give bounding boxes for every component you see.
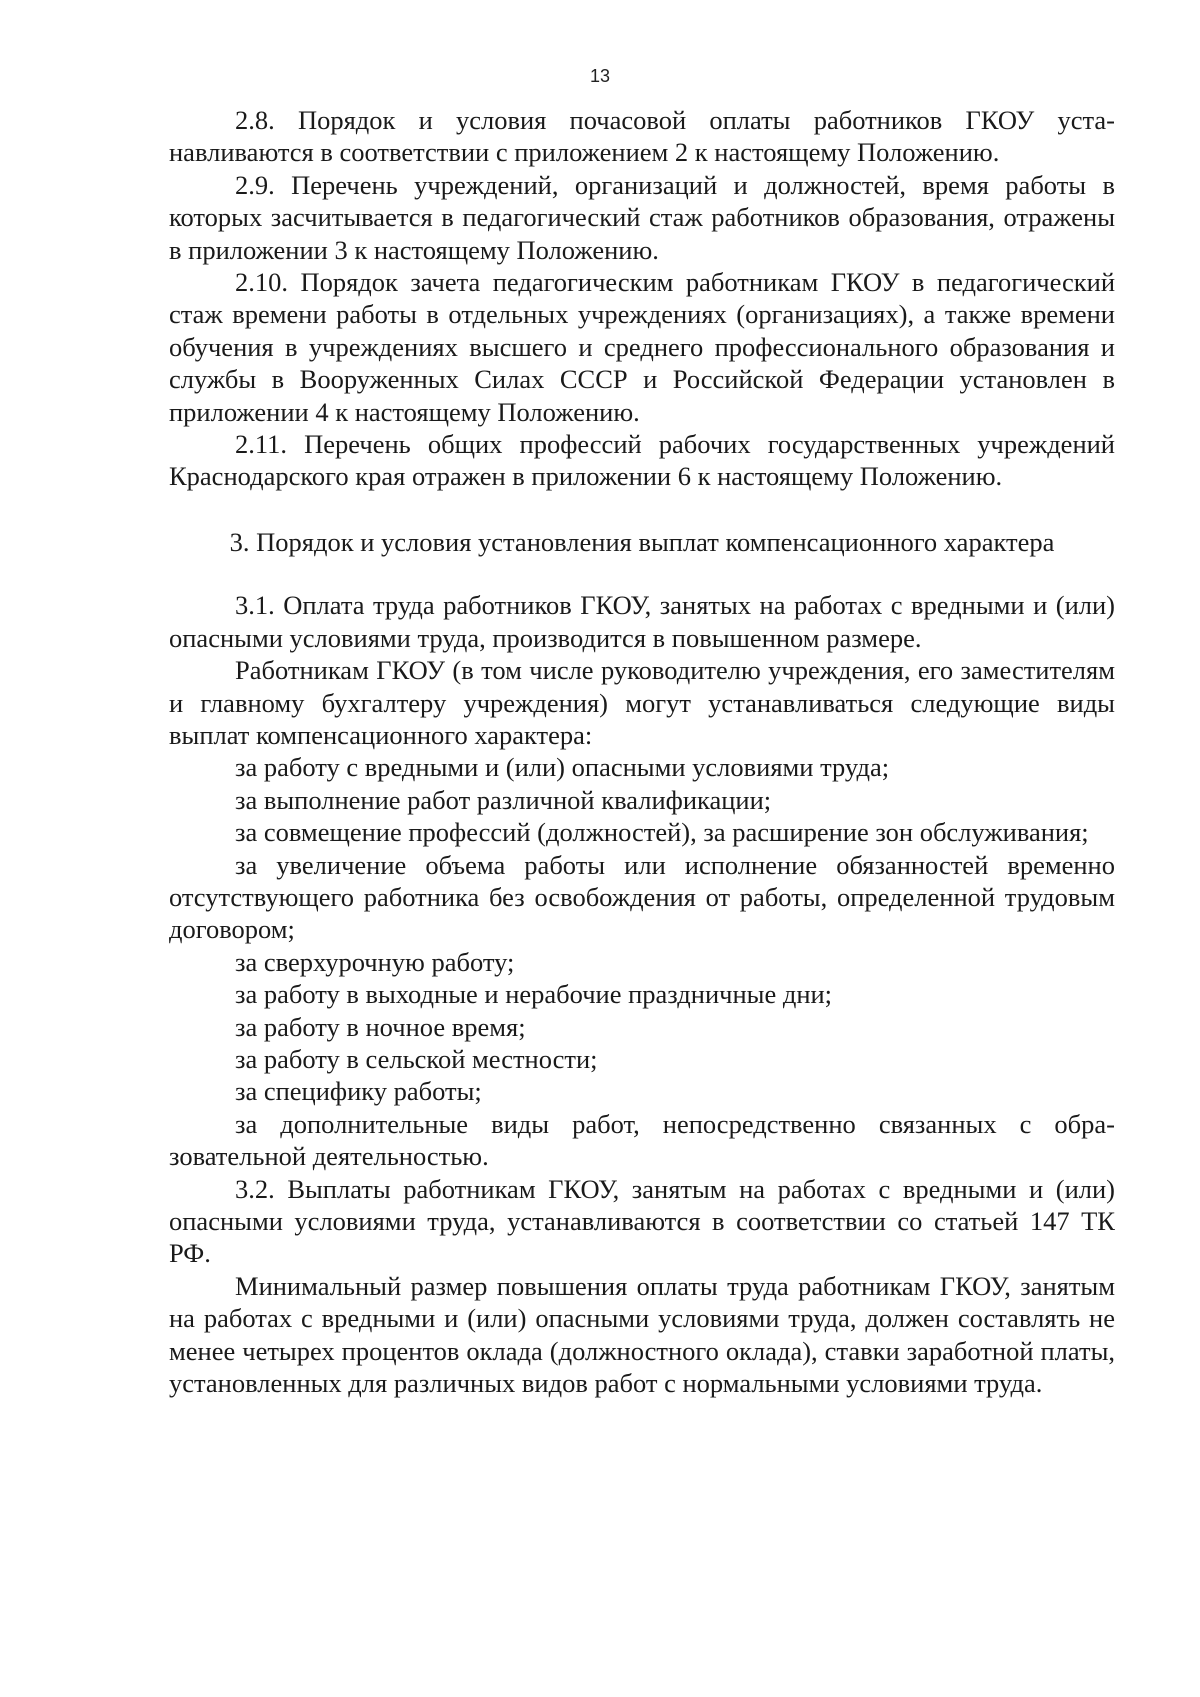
section-heading-3: 3. Порядок и условия установления выплат компенсационного характера <box>229 526 1055 557</box>
list-item: за дополнительные виды работ, непосредственно связанных с образовательной деятельностью. <box>169 1108 1115 1172</box>
page-number: 13 <box>589 66 611 86</box>
paragraph-3-1: 3.1. Оплата труда работников ГКОУ, занятых на работах с вредными и (или) опасными условиями труда, производится в повышенном размере. <box>169 590 1115 653</box>
list-item: за работу с вредными и (или) опасными условиями труда; <box>235 752 890 783</box>
paragraph-2-10: 2.10. Порядок зачета педагогическим работникам ГКОУ в педагогический стаж времени работы в отдельных учреждениях (организациях), а также времени обучения в учреждениях высшего и среднего профессионального образования и службы в Вооруженных Силах СССР и Российской Федерации установлен в приложении 4 к настоящему Положению. <box>169 267 1115 427</box>
paragraph-2-9: 2.9. Перечень учреждений, организаций и должностей, время работы в которых засчитывается в педагогический стаж работников образования, отражены в приложении 3 к настоящему Положению. <box>169 169 1115 265</box>
paragraph-3-2-minimum-increase: Минимальный размер повышения оплаты труда работникам ГКОУ, занятым на работах с вредными и (или) опасными условиями труда, должен составлять не менее четырех процентов оклада (должностного оклада), ставки заработной платы, установленных для различных видов работ с нормальными условиями труда. <box>169 1270 1115 1399</box>
list-item: за выполнение работ различной квалификации; <box>235 784 772 815</box>
paragraph-2-11: 2.11. Перечень общих профессий рабочих государственных учреждений Краснодарского края отражен в приложении 6 к настоящему Положению. <box>169 429 1115 492</box>
list-item: за специфику работы; <box>235 1076 482 1107</box>
paragraph-2-8: 2.8. Порядок и условия почасовой оплаты работников ГКОУ устанавливаются в соответствии с приложением 2 к настоящему Положению. <box>169 105 1115 168</box>
list-item: за сверхурочную работу; <box>235 946 515 977</box>
list-item: за совмещение профессий (должностей), за расширение зон обслуживания; <box>235 817 1089 848</box>
list-item: за работу в ночное время; <box>235 1011 526 1042</box>
list-item: за работу в выходные и нерабочие праздничные дни; <box>235 979 833 1010</box>
list-item: за работу в сельской местности; <box>235 1043 598 1074</box>
list-item: за увеличение объема работы или исполнение обязанностей временно отсутствующего работника без освобождения от работы, определенной трудовым договором; <box>169 849 1115 945</box>
document-body <box>169 104 1115 1399</box>
paragraph-3-2: 3.2. Выплаты работникам ГКОУ, занятым на работах с вредными и (или) опасными условиями труда, устанавливаются в соответствии со статьей 147 ТК РФ. <box>169 1173 1115 1269</box>
paragraph-3-1-compensation-types: Работникам ГКОУ (в том числе руководителю учреждения, его заместителям и главному бухгалтеру учреждения) могут устанавливаться следующие виды выплат компенсационного характера: <box>169 655 1115 750</box>
